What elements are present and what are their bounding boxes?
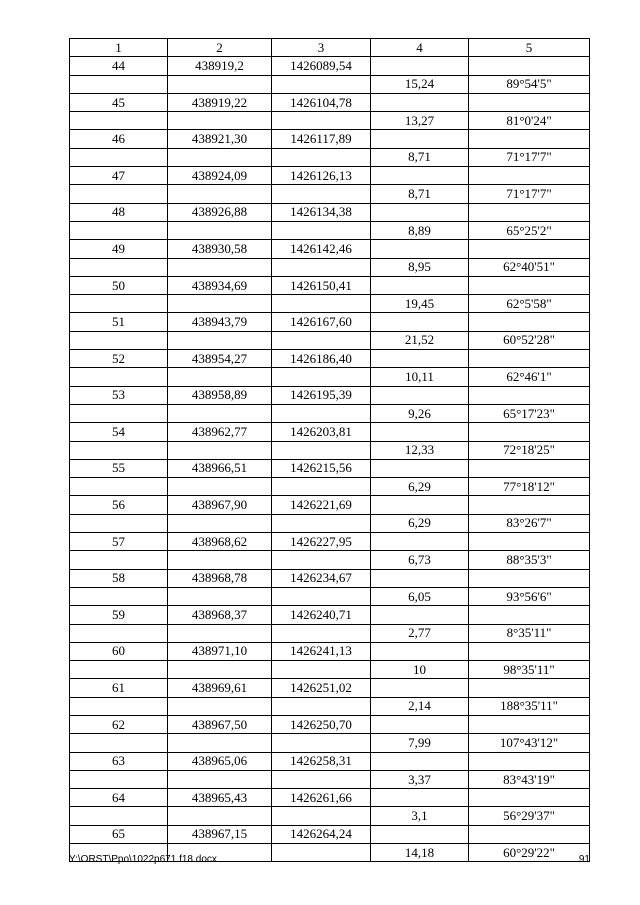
table-row	[70, 57, 590, 75]
table-header-row	[70, 39, 590, 57]
table-row	[70, 807, 590, 825]
y-coordinate-cell	[272, 697, 371, 715]
y-coordinate-cell	[272, 551, 371, 569]
point-number-cell: 51	[70, 313, 168, 331]
distance-cell	[371, 386, 469, 404]
table-row	[70, 533, 590, 551]
y-coordinate-cell	[272, 404, 371, 422]
column-header-2: 2	[168, 39, 272, 57]
x-coordinate-cell	[168, 807, 272, 825]
angle-cell	[469, 130, 590, 148]
x-coordinate-cell: 438971,10	[168, 642, 272, 660]
point-number-cell	[70, 514, 168, 532]
y-coordinate-cell	[272, 770, 371, 788]
y-coordinate-cell: 1426250,70	[272, 715, 371, 733]
x-coordinate-cell	[168, 587, 272, 605]
angle-cell: 71°17'7"	[469, 148, 590, 166]
angle-cell: 88°35'3"	[469, 551, 590, 569]
table-row	[70, 752, 590, 770]
distance-cell	[371, 57, 469, 75]
point-number-cell: 50	[70, 276, 168, 294]
table-row	[70, 441, 590, 459]
y-coordinate-cell: 1426264,24	[272, 825, 371, 843]
table-row	[70, 185, 590, 203]
distance-cell: 3,37	[371, 770, 469, 788]
point-number-cell: 45	[70, 93, 168, 111]
x-coordinate-cell	[168, 148, 272, 166]
distance-cell	[371, 423, 469, 441]
column-header-4: 4	[371, 39, 469, 57]
x-coordinate-cell: 438921,30	[168, 130, 272, 148]
point-number-cell: 58	[70, 569, 168, 587]
y-coordinate-cell	[272, 807, 371, 825]
x-coordinate-cell	[168, 697, 272, 715]
x-coordinate-cell	[168, 295, 272, 313]
point-number-cell	[70, 770, 168, 788]
y-coordinate-cell	[272, 734, 371, 752]
table-row	[70, 697, 590, 715]
x-coordinate-cell	[168, 112, 272, 130]
angle-cell	[469, 715, 590, 733]
distance-cell: 3,1	[371, 807, 469, 825]
table-row	[70, 825, 590, 843]
column-header-5: 5	[469, 39, 590, 57]
angle-cell	[469, 752, 590, 770]
y-coordinate-cell: 1426234,67	[272, 569, 371, 587]
distance-cell: 7,99	[371, 734, 469, 752]
angle-cell: 83°26'7"	[469, 514, 590, 532]
table-row	[70, 368, 590, 386]
distance-cell	[371, 752, 469, 770]
angle-cell	[469, 240, 590, 258]
point-number-cell: 46	[70, 130, 168, 148]
table-row	[70, 130, 590, 148]
angle-cell	[469, 606, 590, 624]
point-number-cell	[70, 734, 168, 752]
point-number-cell: 65	[70, 825, 168, 843]
distance-cell: 19,45	[371, 295, 469, 313]
y-coordinate-cell	[272, 624, 371, 642]
angle-cell: 62°40'51"	[469, 258, 590, 276]
distance-cell: 21,52	[371, 331, 469, 349]
x-coordinate-cell	[168, 770, 272, 788]
distance-cell: 8,89	[371, 221, 469, 239]
x-coordinate-cell: 438962,77	[168, 423, 272, 441]
distance-cell	[371, 533, 469, 551]
angle-cell: 98°35'11"	[469, 661, 590, 679]
angle-cell	[469, 459, 590, 477]
x-coordinate-cell	[168, 221, 272, 239]
point-number-cell	[70, 295, 168, 313]
y-coordinate-cell	[272, 221, 371, 239]
angle-cell: 107°43'12"	[469, 734, 590, 752]
x-coordinate-cell	[168, 478, 272, 496]
y-coordinate-cell: 1426186,40	[272, 350, 371, 368]
table-row	[70, 789, 590, 807]
distance-cell: 10,11	[371, 368, 469, 386]
y-coordinate-cell: 1426126,13	[272, 167, 371, 185]
angle-cell: 62°46'1"	[469, 368, 590, 386]
footer-page-number: 91	[578, 854, 590, 865]
angle-cell: 65°17'23"	[469, 404, 590, 422]
y-coordinate-cell	[272, 514, 371, 532]
distance-cell: 6,29	[371, 478, 469, 496]
distance-cell: 6,05	[371, 587, 469, 605]
point-number-cell	[70, 148, 168, 166]
point-number-cell: 47	[70, 167, 168, 185]
x-coordinate-cell: 438967,15	[168, 825, 272, 843]
point-number-cell: 52	[70, 350, 168, 368]
point-number-cell: 57	[70, 533, 168, 551]
angle-cell	[469, 569, 590, 587]
table-row	[70, 75, 590, 93]
angle-cell: 93°56'6"	[469, 587, 590, 605]
distance-cell	[371, 350, 469, 368]
angle-cell: 65°25'2"	[469, 221, 590, 239]
x-coordinate-cell	[168, 258, 272, 276]
y-coordinate-cell	[272, 295, 371, 313]
table-row	[70, 770, 590, 788]
y-coordinate-cell	[272, 441, 371, 459]
table-row	[70, 624, 590, 642]
distance-cell	[371, 276, 469, 294]
x-coordinate-cell: 438969,61	[168, 679, 272, 697]
y-coordinate-cell: 1426241,13	[272, 642, 371, 660]
angle-cell: 60°29'22"	[469, 844, 590, 862]
x-coordinate-cell: 438943,79	[168, 313, 272, 331]
angle-cell: 71°17'7"	[469, 185, 590, 203]
point-number-cell: 60	[70, 642, 168, 660]
x-coordinate-cell: 438968,37	[168, 606, 272, 624]
distance-cell	[371, 130, 469, 148]
point-number-cell	[70, 624, 168, 642]
y-coordinate-cell	[272, 661, 371, 679]
point-number-cell	[70, 221, 168, 239]
table-row	[70, 258, 590, 276]
y-coordinate-cell	[272, 587, 371, 605]
distance-cell: 9,26	[371, 404, 469, 422]
y-coordinate-cell: 1426150,41	[272, 276, 371, 294]
y-coordinate-cell: 1426203,81	[272, 423, 371, 441]
point-number-cell	[70, 404, 168, 422]
angle-cell	[469, 313, 590, 331]
x-coordinate-cell	[168, 624, 272, 642]
y-coordinate-cell	[272, 258, 371, 276]
y-coordinate-cell: 1426215,56	[272, 459, 371, 477]
table-row	[70, 551, 590, 569]
point-number-cell: 48	[70, 203, 168, 221]
angle-cell: 89°54'5"	[469, 75, 590, 93]
footer-file-path: Y:\ORST\Ppo\1022p671.f18.docx	[69, 854, 217, 865]
y-coordinate-cell: 1426221,69	[272, 496, 371, 514]
angle-cell	[469, 203, 590, 221]
angle-cell: 77°18'12"	[469, 478, 590, 496]
table-row	[70, 715, 590, 733]
table-row	[70, 679, 590, 697]
x-coordinate-cell: 438934,69	[168, 276, 272, 294]
angle-cell	[469, 533, 590, 551]
y-coordinate-cell	[272, 185, 371, 203]
distance-cell	[371, 825, 469, 843]
angle-cell: 72°18'25"	[469, 441, 590, 459]
table-row	[70, 221, 590, 239]
point-number-cell	[70, 697, 168, 715]
angle-cell	[469, 350, 590, 368]
x-coordinate-cell	[168, 514, 272, 532]
x-coordinate-cell: 438965,43	[168, 789, 272, 807]
y-coordinate-cell: 1426104,78	[272, 93, 371, 111]
point-number-cell	[70, 587, 168, 605]
table-row	[70, 569, 590, 587]
y-coordinate-cell: 1426089,54	[272, 57, 371, 75]
table-row	[70, 606, 590, 624]
x-coordinate-cell	[168, 661, 272, 679]
distance-cell: 2,14	[371, 697, 469, 715]
angle-cell	[469, 423, 590, 441]
table-row	[70, 642, 590, 660]
point-number-cell	[70, 258, 168, 276]
distance-cell	[371, 642, 469, 660]
table-body	[70, 57, 590, 862]
x-coordinate-cell: 438924,09	[168, 167, 272, 185]
table-row	[70, 459, 590, 477]
distance-cell	[371, 313, 469, 331]
table-row	[70, 276, 590, 294]
x-coordinate-cell	[168, 185, 272, 203]
x-coordinate-cell	[168, 441, 272, 459]
distance-cell: 13,27	[371, 112, 469, 130]
angle-cell	[469, 386, 590, 404]
table-row	[70, 496, 590, 514]
y-coordinate-cell	[272, 75, 371, 93]
y-coordinate-cell: 1426251,02	[272, 679, 371, 697]
table-row	[70, 112, 590, 130]
x-coordinate-cell: 438958,89	[168, 386, 272, 404]
y-coordinate-cell: 1426195,39	[272, 386, 371, 404]
x-coordinate-cell: 438930,58	[168, 240, 272, 258]
table-row	[70, 350, 590, 368]
table-row	[70, 93, 590, 111]
point-number-cell	[70, 331, 168, 349]
distance-cell	[371, 93, 469, 111]
angle-cell	[469, 679, 590, 697]
distance-cell: 6,29	[371, 514, 469, 532]
point-number-cell	[70, 478, 168, 496]
y-coordinate-cell	[272, 478, 371, 496]
point-number-cell	[70, 185, 168, 203]
table-row	[70, 295, 590, 313]
point-number-cell: 49	[70, 240, 168, 258]
angle-cell	[469, 642, 590, 660]
y-coordinate-cell: 1426240,71	[272, 606, 371, 624]
table-row	[70, 423, 590, 441]
x-coordinate-cell	[168, 75, 272, 93]
table-row	[70, 478, 590, 496]
distance-cell	[371, 715, 469, 733]
distance-cell: 8,95	[371, 258, 469, 276]
angle-cell: 8°35'11"	[469, 624, 590, 642]
x-coordinate-cell: 438926,88	[168, 203, 272, 221]
distance-cell	[371, 606, 469, 624]
column-header-1: 1	[70, 39, 168, 57]
point-number-cell: 62	[70, 715, 168, 733]
distance-cell: 10	[371, 661, 469, 679]
y-coordinate-cell: 1426258,31	[272, 752, 371, 770]
x-coordinate-cell: 438919,2	[168, 57, 272, 75]
x-coordinate-cell	[168, 404, 272, 422]
x-coordinate-cell	[168, 368, 272, 386]
x-coordinate-cell	[168, 734, 272, 752]
y-coordinate-cell	[272, 112, 371, 130]
column-header-3: 3	[272, 39, 371, 57]
y-coordinate-cell: 1426227,95	[272, 533, 371, 551]
y-coordinate-cell: 1426167,60	[272, 313, 371, 331]
x-coordinate-cell	[168, 551, 272, 569]
distance-cell: 2,77	[371, 624, 469, 642]
y-coordinate-cell: 1426117,89	[272, 130, 371, 148]
angle-cell	[469, 825, 590, 843]
y-coordinate-cell	[272, 148, 371, 166]
distance-cell	[371, 569, 469, 587]
y-coordinate-cell: 1426261,66	[272, 789, 371, 807]
distance-cell	[371, 789, 469, 807]
table-row	[70, 514, 590, 532]
x-coordinate-cell: 438965,06	[168, 752, 272, 770]
point-number-cell: 64	[70, 789, 168, 807]
distance-cell	[371, 203, 469, 221]
table-row	[70, 203, 590, 221]
point-number-cell: 61	[70, 679, 168, 697]
y-coordinate-cell	[272, 844, 371, 862]
point-number-cell	[70, 75, 168, 93]
point-number-cell: 55	[70, 459, 168, 477]
point-number-cell: 59	[70, 606, 168, 624]
x-coordinate-cell: 438919,22	[168, 93, 272, 111]
x-coordinate-cell: 438968,62	[168, 533, 272, 551]
angle-cell: 60°52'28"	[469, 331, 590, 349]
x-coordinate-cell: 438967,50	[168, 715, 272, 733]
point-number-cell	[70, 551, 168, 569]
angle-cell	[469, 167, 590, 185]
angle-cell	[469, 93, 590, 111]
angle-cell: 83°43'19"	[469, 770, 590, 788]
distance-cell: 6,73	[371, 551, 469, 569]
distance-cell	[371, 240, 469, 258]
x-coordinate-cell: 438968,78	[168, 569, 272, 587]
angle-cell	[469, 496, 590, 514]
point-number-cell	[70, 112, 168, 130]
point-number-cell: 53	[70, 386, 168, 404]
table-row	[70, 661, 590, 679]
distance-cell: 8,71	[371, 148, 469, 166]
angle-cell	[469, 789, 590, 807]
point-number-cell: 63	[70, 752, 168, 770]
distance-cell	[371, 167, 469, 185]
y-coordinate-cell: 1426142,46	[272, 240, 371, 258]
table-row	[70, 148, 590, 166]
x-coordinate-cell	[168, 331, 272, 349]
table-row	[70, 587, 590, 605]
distance-cell: 12,33	[371, 441, 469, 459]
table-row	[70, 240, 590, 258]
angle-cell: 81°0'24"	[469, 112, 590, 130]
distance-cell	[371, 496, 469, 514]
table-row	[70, 331, 590, 349]
distance-cell	[371, 459, 469, 477]
y-coordinate-cell: 1426134,38	[272, 203, 371, 221]
angle-cell	[469, 57, 590, 75]
angle-cell: 62°5'58"	[469, 295, 590, 313]
point-number-cell	[70, 661, 168, 679]
table-row	[70, 313, 590, 331]
x-coordinate-cell: 438967,90	[168, 496, 272, 514]
point-number-cell: 44	[70, 57, 168, 75]
point-number-cell	[70, 368, 168, 386]
table-row	[70, 404, 590, 422]
x-coordinate-cell: 438954,27	[168, 350, 272, 368]
distance-cell	[371, 679, 469, 697]
point-number-cell	[70, 807, 168, 825]
x-coordinate-cell: 438966,51	[168, 459, 272, 477]
coordinates-table	[69, 38, 590, 862]
angle-cell: 188°35'11"	[469, 697, 590, 715]
point-number-cell	[70, 441, 168, 459]
table-row	[70, 734, 590, 752]
angle-cell	[469, 276, 590, 294]
point-number-cell: 56	[70, 496, 168, 514]
y-coordinate-cell	[272, 331, 371, 349]
point-number-cell: 54	[70, 423, 168, 441]
y-coordinate-cell	[272, 368, 371, 386]
angle-cell: 56°29'37"	[469, 807, 590, 825]
table-row	[70, 167, 590, 185]
distance-cell: 8,71	[371, 185, 469, 203]
distance-cell: 15,24	[371, 75, 469, 93]
table-row	[70, 386, 590, 404]
distance-cell: 14,18	[371, 844, 469, 862]
